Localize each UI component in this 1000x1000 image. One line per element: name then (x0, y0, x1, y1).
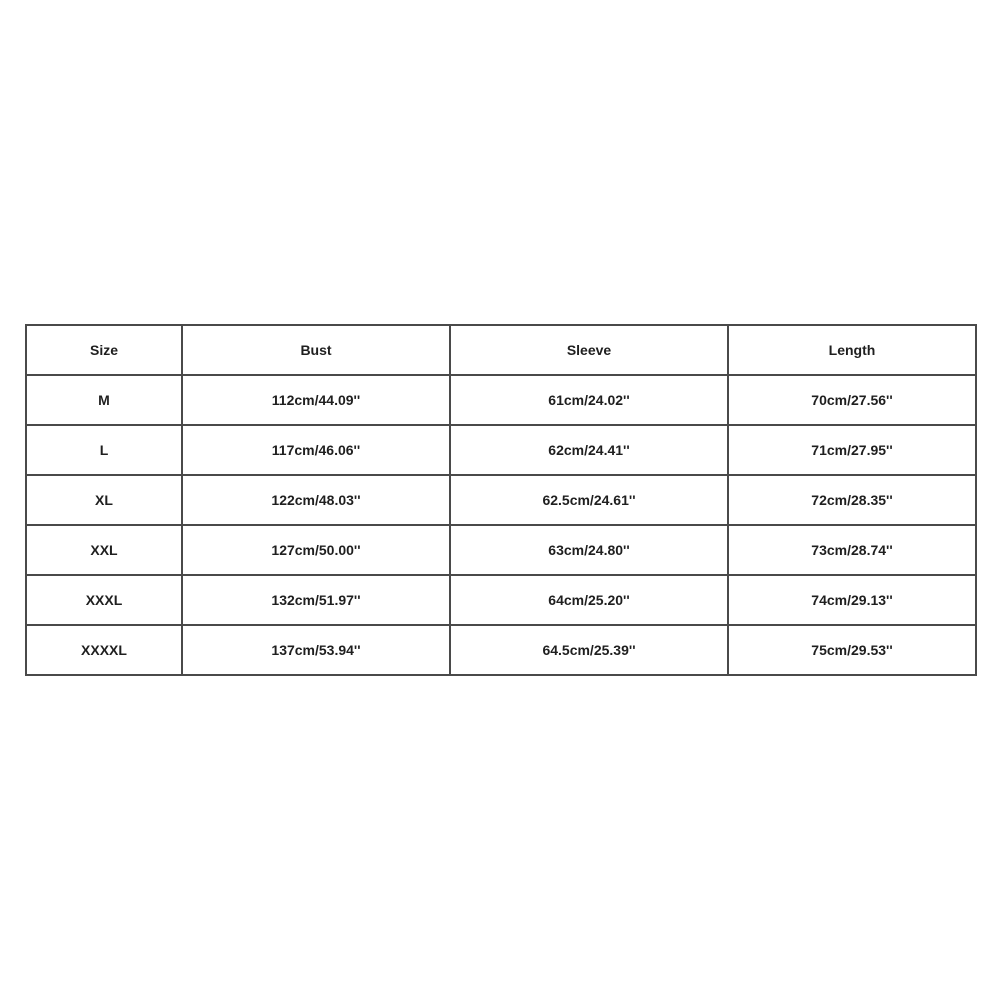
header-sleeve: Sleeve (450, 325, 728, 375)
size-cell: M (26, 375, 182, 425)
size-cell: XXL (26, 525, 182, 575)
length-cell: 72cm/28.35'' (728, 475, 976, 525)
sleeve-cell: 64cm/25.20'' (450, 575, 728, 625)
header-length: Length (728, 325, 976, 375)
bust-cell: 132cm/51.97'' (182, 575, 450, 625)
bust-cell: 122cm/48.03'' (182, 475, 450, 525)
length-cell: 70cm/27.56'' (728, 375, 976, 425)
bust-cell: 137cm/53.94'' (182, 625, 450, 675)
size-cell: XXXXL (26, 625, 182, 675)
length-cell: 74cm/29.13'' (728, 575, 976, 625)
sleeve-cell: 62cm/24.41'' (450, 425, 728, 475)
bust-cell: 127cm/50.00'' (182, 525, 450, 575)
table-row (26, 625, 976, 675)
header-size: Size (26, 325, 182, 375)
sleeve-cell: 62.5cm/24.61'' (450, 475, 728, 525)
table-row (26, 575, 976, 625)
size-cell: XXXL (26, 575, 182, 625)
header-row (26, 325, 976, 375)
size-cell: L (26, 425, 182, 475)
table-row (26, 425, 976, 475)
bust-cell: 112cm/44.09'' (182, 375, 450, 425)
length-cell: 75cm/29.53'' (728, 625, 976, 675)
table-row (26, 375, 976, 425)
header-bust: Bust (182, 325, 450, 375)
sleeve-cell: 61cm/24.02'' (450, 375, 728, 425)
bust-cell: 117cm/46.06'' (182, 425, 450, 475)
sleeve-cell: 64.5cm/25.39'' (450, 625, 728, 675)
size-chart-table (25, 324, 977, 676)
size-cell: XL (26, 475, 182, 525)
length-cell: 71cm/27.95'' (728, 425, 976, 475)
table-row (26, 475, 976, 525)
length-cell: 73cm/28.74'' (728, 525, 976, 575)
table-row (26, 525, 976, 575)
sleeve-cell: 63cm/24.80'' (450, 525, 728, 575)
